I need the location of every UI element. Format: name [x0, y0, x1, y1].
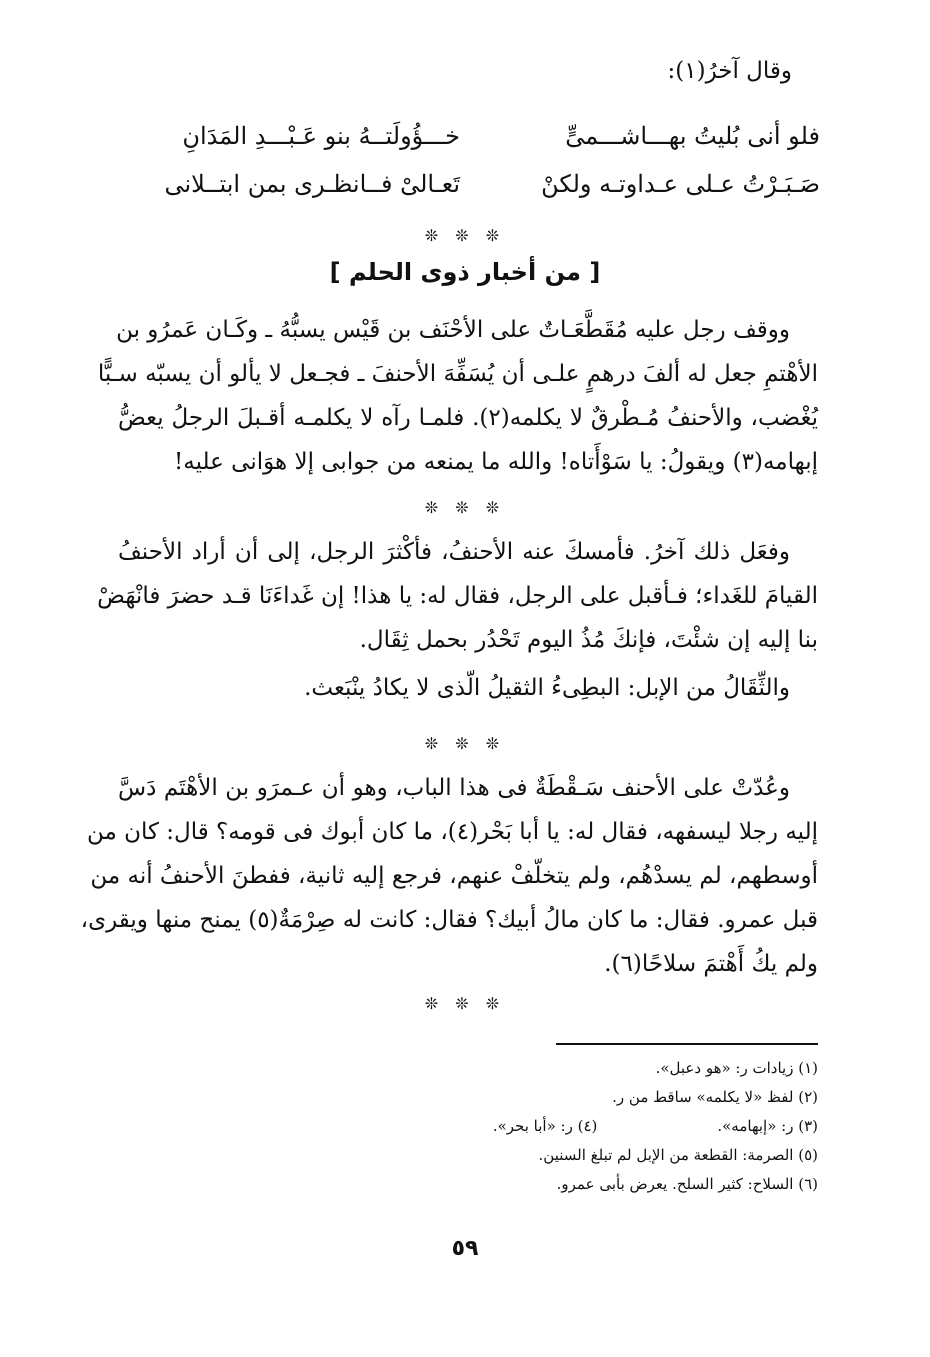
- text-line: ووقف رجل عليه مُقَطَّعَـاتٌ على الأحْنَف بن قَيْس يسبُّهُ ـ وكَـان عَمرُو بن: [116, 317, 790, 343]
- text-line: أوسطهم، لم يسدْهُم، ولم يتخلّفْ عنهم، فرجع إليه ثانية، ففطنَ الأحنفُ أنه من: [90, 863, 818, 889]
- footnote: (٦) السلاح: كثير السلح. يعرض بأبى عمرو.: [556, 1175, 818, 1193]
- paragraph-1: [97, 308, 819, 484]
- section-separator: ❊ ❊ ❊: [424, 734, 506, 753]
- paragraph-3: [118, 666, 818, 710]
- text-line: والثِّقَالُ من الإبل: البطِىءُ الثقيلُ الّذى لا يكادُ ينْبَعث.: [304, 675, 790, 701]
- verse-first-hemistich: فلو أنى بُليتُ بهـــاشـــمىٍّ: [565, 122, 820, 150]
- text-line: الأهْتمِ جعل له ألفَ درهمٍ علـى أن يُسَفِّهَ الأحنفَ ـ فجـعل لا يألو أن يسبّه سـبًّا: [97, 361, 818, 387]
- text-line: إبهامه(٣) ويقولُ: يا سَوْأَتاه! والله ما يمنعه من جوابى إلا هوَانى عليه!: [174, 449, 818, 475]
- verse-intro: وقال آخرُ(١):: [667, 58, 792, 84]
- footnote-divider: [556, 1043, 818, 1045]
- section-heading: [ من أخبار ذوى الحلم ]: [329, 258, 601, 286]
- text-line: يُغْضب، والأحنفُ مُـطْرقٌ لا يكلمه(٢). فلمـا رآه لا يكلمـه أقـبلَ الرجلُ يعضُّ: [118, 405, 819, 431]
- text-line: وفعَل ذلك آخرُ. فأمسكَ عنه الأحنفُ، فأكْثرَ الرجل، إلى أن أراد الأحنفُ: [118, 539, 790, 565]
- text-line: بنا إليه إن شئْتَ، فإنكَ مُذُ اليوم تَحْدُر بحمل ثِقَال.: [359, 627, 818, 653]
- text-line: قبل عمرو. فقال: ما كان مالُ أبيك؟ فقال: كانت له صِرْمَةٌ(٥) يمنح منها ويقرى،: [80, 907, 818, 933]
- verse-line: [130, 160, 820, 208]
- verse-line: [130, 112, 820, 160]
- paragraph-4: [80, 766, 818, 986]
- section-separator: ❊ ❊ ❊: [424, 498, 506, 517]
- verse-second-hemistich: خـــؤُولَتــهُ بنو عَـبْـــدِ المَدَانِ: [182, 122, 460, 150]
- verse-second-hemistich: تَعـالىْ فــانظـرى بمن ابتــلانى: [164, 170, 460, 198]
- text-line: ولم يكُ أَهْتمَ سلاحًا(٦).: [604, 951, 818, 977]
- footnote: (٥) الصرمة: القطعة من الإبل لم تبلغ السنين.: [538, 1146, 818, 1164]
- footnote: (٤) ر: «أبا بحر».: [492, 1117, 598, 1135]
- paragraph-2: [97, 530, 818, 662]
- section-separator: ❊ ❊ ❊: [424, 994, 506, 1013]
- text-line: وعُدّتْ على الأحنف سَـقْطَةٌ فى هذا الباب، وهو أن عـمرَو بن الأهْتَم دَسَّ: [118, 775, 790, 801]
- footnote: (٣) ر: «إبهامه».: [717, 1117, 818, 1135]
- text-line: القيامَ للغَداء؛ فـأقبل على الرجل، فقال له: يا هذا! إن غَداءَنَا قـد حضرَ فانْهَضْ: [97, 583, 818, 609]
- poem: [130, 112, 820, 208]
- footnote-pair: [298, 1112, 818, 1141]
- verse-first-hemistich: صَـبَـرْتُ عـلى عـداوتـه ولكنْ: [541, 170, 820, 198]
- section-separator: ❊ ❊ ❊: [424, 226, 506, 245]
- page-number: ٥٩: [451, 1236, 479, 1261]
- footnote: (١) زيادات ر: «هو دعبل».: [655, 1059, 818, 1077]
- text-line: إليه رجلا ليسفهه، فقال له: يا أبا بَحْر(٤)، ما كان أبوك فى قومه؟ قال: كان من: [86, 819, 818, 845]
- footnotes: [298, 1054, 818, 1199]
- footnote: (٢) لفظ «لا يكلمه» ساقط من ر.: [612, 1088, 818, 1106]
